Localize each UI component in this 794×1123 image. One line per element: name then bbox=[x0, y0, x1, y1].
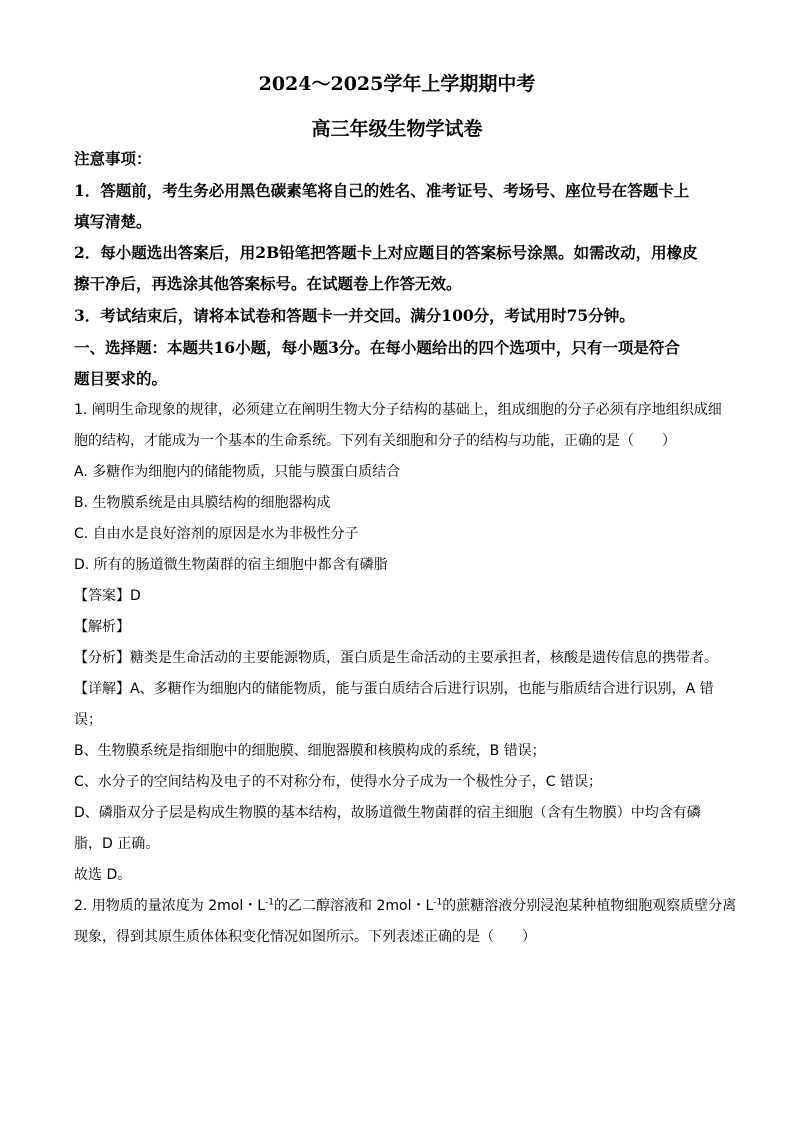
question-2-stem-part-1: 2. 用物质的量浓度为 2mol・L bbox=[74, 898, 266, 914]
answer-tag: 【答案】 bbox=[74, 588, 130, 604]
question-1-xiangjie-a-line-2: 误； bbox=[74, 712, 102, 728]
superscript-2: -1 bbox=[433, 897, 443, 908]
exam-subtitle: 高三年级生物学试卷 bbox=[311, 118, 483, 140]
question-1-xiangjie-d-line-1: D、磷脂双分子层是构成生物膜的基本结构，故肠道微生物菌群的宿主细胞（含有生物膜）中均含有磷 bbox=[74, 805, 701, 821]
question-1-option-b: B. 生物膜系统是由具膜结构的细胞器构成 bbox=[74, 495, 331, 511]
question-1-answer bbox=[74, 585, 724, 607]
question-1-xiangjie-a-line-1 bbox=[74, 678, 724, 700]
xiangjie-tag: 【详解】 bbox=[74, 681, 130, 697]
fenxi-tag: 【分析】 bbox=[74, 650, 130, 666]
question-1-stem-line-2: 胞的结构，才能成为一个基本的生命系统。下列有关细胞和分子的结构与功能，正确的是（ ） bbox=[74, 433, 676, 449]
xiangjie-a-text: A、多糖作为细胞内的储能物质，能与蛋白质结合后进行识别，也能与脂质结合进行识别，A 错 bbox=[130, 681, 714, 697]
question-2-stem-line-2: 现象，得到其原生质体体积变化情况如图所示。下列表述正确的是（ ） bbox=[74, 929, 536, 945]
notice-heading: 注意事项： bbox=[74, 149, 152, 168]
analysis-tag: 【解析】 bbox=[74, 619, 130, 635]
fenxi-text: 糖类是生命活动的主要能源物质，蛋白质是生命活动的主要承担者，核酸是遗传信息的携带者。 bbox=[130, 650, 718, 666]
question-1-fenxi bbox=[74, 647, 724, 669]
section-heading-line-2: 题目要求的。 bbox=[74, 369, 168, 388]
notice-item-1-line-2: 填写清楚。 bbox=[74, 212, 152, 231]
question-2-stem-part-3: 的蔗糖溶液分别浸泡某种植物细胞观察质壁分离 bbox=[442, 898, 737, 914]
question-1-xiangjie-b: B、生物膜系统是指细胞中的细胞膜、细胞器膜和核膜构成的系统，B 错误； bbox=[74, 743, 546, 759]
question-2-stem-line-1 bbox=[74, 895, 737, 917]
question-1-xiangjie-c: C、水分子的空间结构及电子的不对称分布，使得水分子成为一个极性分子，C 错误； bbox=[74, 774, 602, 790]
question-1-option-c: C. 自由水是良好溶剂的原因是水为非极性分子 bbox=[74, 526, 359, 542]
notice-item-1-line-1: 1．答题前，考生务必用黑色碳素笔将自己的姓名、准考证号、考场号、座位号在答题卡上 bbox=[74, 181, 690, 200]
notice-item-2-line-2: 擦干净后，再选涂其他答案标号。在试题卷上作答无效。 bbox=[74, 274, 462, 293]
notice-item-3: 3．考试结束后，请将本试卷和答题卡一并交回。满分100分，考试用时75分钟。 bbox=[74, 306, 635, 325]
exam-title: 2024～2025学年上学期期中考 bbox=[258, 73, 536, 95]
answer-value: D bbox=[130, 588, 141, 604]
superscript-1: -1 bbox=[265, 897, 275, 908]
question-1-stem-line-1: 1. 阐明生命现象的规律，必须建立在阐明生物大分子结构的基础上，组成细胞的分子必须有序地组织成细 bbox=[74, 402, 722, 418]
question-1-option-d: D. 所有的肠道微生物菌群的宿主细胞中都含有磷脂 bbox=[74, 557, 388, 573]
question-1-option-a: A. 多糖作为细胞内的储能物质，只能与膜蛋白质结合 bbox=[74, 464, 401, 480]
section-heading-line-1: 一、选择题：本题共16小题，每小题3分。在每小题给出的四个选项中，只有一项是符合 bbox=[74, 338, 680, 357]
question-1-xiangjie-d-line-2: 脂，D 正确。 bbox=[74, 836, 160, 852]
notice-item-2-line-1: 2．每小题选出答案后，用2B铅笔把答题卡上对应题目的答案标号涂黑。如需改动，用橡皮 bbox=[74, 243, 698, 262]
question-2-stem-part-2: 的乙二醇溶液和 2mol・L bbox=[274, 898, 434, 914]
question-1-conclusion: 故选 D。 bbox=[74, 867, 132, 883]
